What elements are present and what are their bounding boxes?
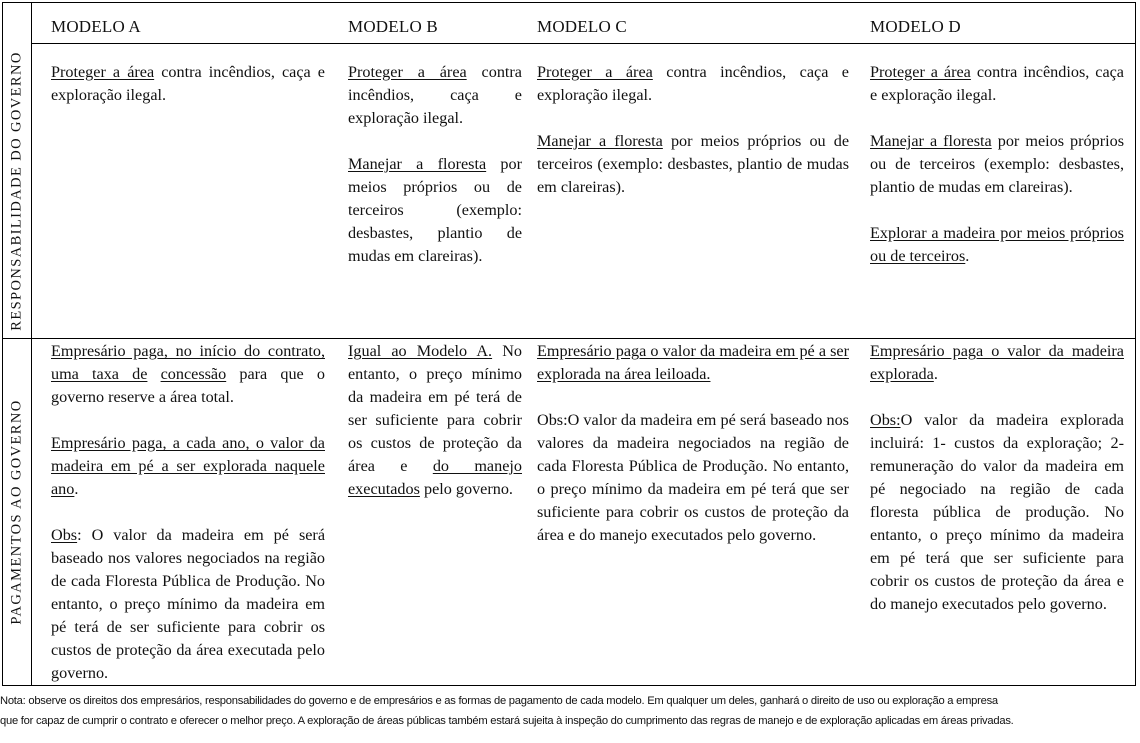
footnote-line: Nota: observe os direitos dos empresários, responsabilidades do governo e de empresários e as formas de pagamento de cada modelo. Em qualquer um deles, ganhará o direito de uso ou exploração a empresa xyxy=(0,695,998,707)
resp-a-item: Proteger a área contra incêndios, caça e exploração ilegal. xyxy=(51,63,325,104)
header-modelo-b: MODELO B xyxy=(348,17,438,36)
pag-d-obs: Obs:O valor da madeira explorada incluirá: 1- custos da exploração; 2- remuneração do valor da madeira em pé negociado na região de cada floresta pública de produção. No entanto, o preço mínimo da madeira em pé terá que ser suficiente para cobrir os custos de proteção da área e do manejo executados pelo governo. xyxy=(870,411,1124,613)
header-modelo-c: MODELO C xyxy=(537,17,627,36)
pag-a-obs: Obs: O valor da madeira em pé será baseado nos valores negociados na região de cada Floresta Pública de Produção. No entanto, o preço mínimo da madeira em pé terá de ser suficiente para cobrir os custos de proteção da área executada pelo governo. xyxy=(51,526,325,682)
pag-modelo-c xyxy=(537,340,849,547)
header-divider xyxy=(31,43,1135,44)
resp-c-item: Manejar a floresta por meios próprios ou de terceiros (exemplo: desbastes, plantio de mudas em clareiras). xyxy=(537,132,850,196)
pag-d-paragraph: Empresário paga o valor da madeira explorada. xyxy=(870,342,1124,383)
resp-modelo-d xyxy=(870,61,1124,268)
footnote xyxy=(0,691,1140,731)
footnote-line: que for capaz de cumprir o contrato e oferecer o melhor preço. A exploração de áreas públicas também estará sujeita à inspeção do cumprimento das regras de manejo e de exploração aplicadas em áreas privadas. xyxy=(0,715,1014,727)
pag-a-paragraph: Empresário paga, no início do contrato, uma taxa de concessão para que o governo reserve a área total. xyxy=(51,342,325,406)
header-modelo-d: MODELO D xyxy=(870,17,961,36)
row-divider xyxy=(3,338,1135,339)
pag-modelo-b xyxy=(348,340,522,501)
header-modelo-a: MODELO A xyxy=(51,17,141,36)
pag-c-obs: Obs:O valor da madeira em pé será baseado nos valores da madeira negociados na região de cada Floresta Pública de Produção. No entanto, o preço mínimo da madeira em pé terá que ser suficiente para cobrir os custos de proteção da área e do manejo executados pelo governo. xyxy=(537,411,849,544)
pag-c-paragraph: Empresário paga o valor da madeira em pé a ser explorada na área leiloada. xyxy=(537,342,849,383)
resp-modelo-c xyxy=(537,61,849,199)
resp-modelo-a xyxy=(51,61,325,107)
resp-c-item: Proteger a área contra incêndios, caça e exploração ilegal. xyxy=(537,63,849,104)
resp-b-item: Proteger a área contra incêndios, caça e exploração ilegal. xyxy=(348,63,522,127)
pag-b-paragraph: Igual ao Modelo A. No entanto, o preço mínimo da madeira em pé terá de ser suficiente para cobrir os custos de proteção da área e do manejo executados pelo governo. xyxy=(348,342,522,498)
resp-d-item: Proteger a área contra incêndios, caça e exploração ilegal. xyxy=(870,63,1124,104)
resp-d-item: Explorar a madeira por meios próprios ou de terceiros. xyxy=(870,224,1124,265)
pag-modelo-d xyxy=(870,340,1124,616)
pag-modelo-a xyxy=(51,340,325,685)
row-label-pagamentos: PAGAMENTOS AO GOVERNO xyxy=(8,398,25,625)
resp-d-item: Manejar a floresta por meios próprios ou de terceiros (exemplo: desbastes, plantio de mudas em clareiras). xyxy=(870,132,1125,196)
side-column-divider xyxy=(31,3,32,685)
pag-a-paragraph: Empresário paga, a cada ano, o valor da madeira em pé a ser explorada naquele ano. xyxy=(51,434,325,498)
models-table xyxy=(2,2,1136,686)
resp-b-item: Manejar a floresta por meios próprios ou de terceiros (exemplo: desbastes, plantio de mudas em clareiras). xyxy=(348,155,523,265)
resp-modelo-b xyxy=(348,61,522,268)
row-label-responsabilidade: RESPONSABILIDADE DO GOVERNO xyxy=(8,50,25,331)
